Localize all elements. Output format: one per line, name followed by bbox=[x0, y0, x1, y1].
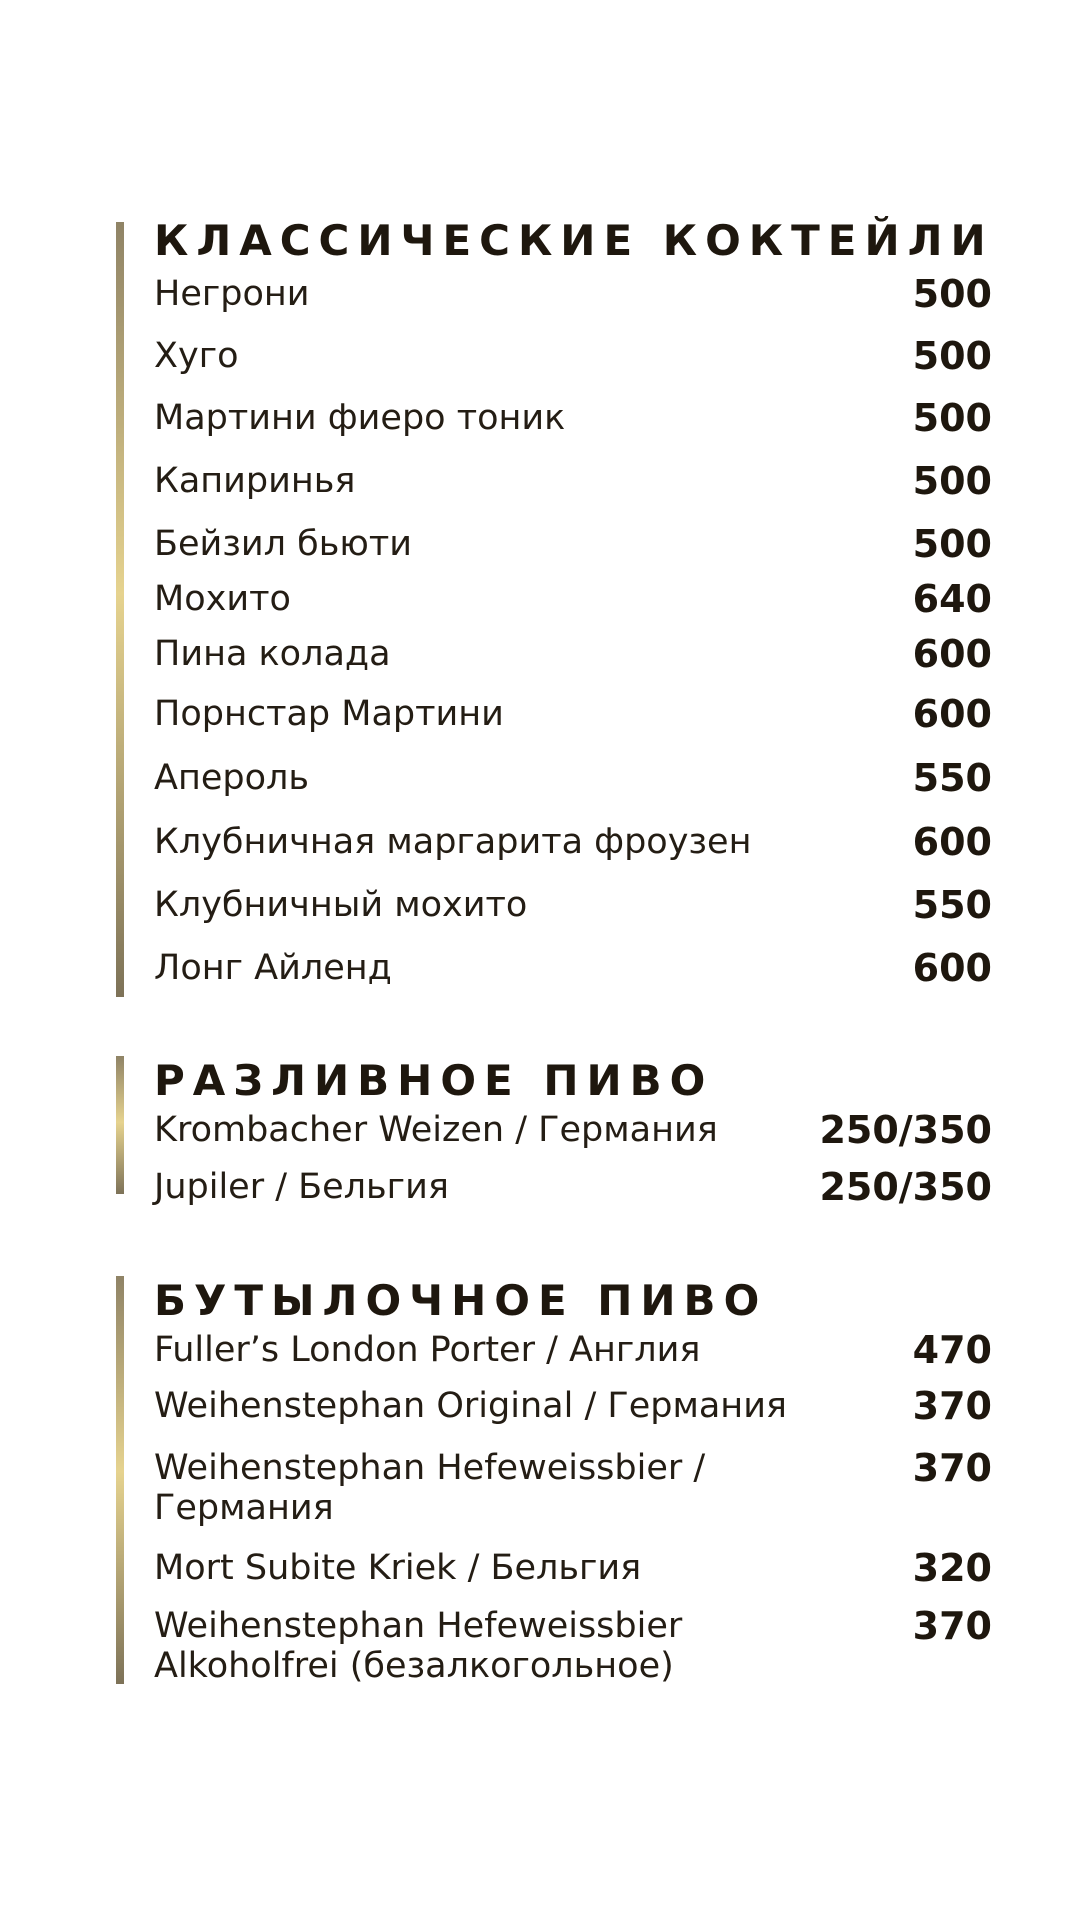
menu-section-draft-beer bbox=[124, 1052, 1000, 1212]
item-name: Мохито bbox=[154, 579, 291, 619]
item-name: Клубничный мохито bbox=[154, 885, 528, 925]
item-name: Мартини фиеро тоник bbox=[154, 398, 566, 438]
item-price: 370 bbox=[912, 1384, 992, 1428]
section-accent-bar bbox=[116, 1056, 124, 1194]
section-title: КЛАССИЧЕСКИЕ КОКТЕЙЛИ bbox=[154, 216, 994, 265]
item-price: 600 bbox=[912, 820, 992, 864]
item-price: 550 bbox=[912, 756, 992, 800]
item-name: Хуго bbox=[154, 336, 239, 376]
item-name: Бейзил бьюти bbox=[154, 524, 412, 564]
item-name: Капиринья bbox=[154, 461, 356, 501]
item-name: Клубничная маргарита фроузен bbox=[154, 822, 752, 862]
item-price: 370 bbox=[912, 1604, 992, 1648]
item-name: Weihenstephan Original / Германия bbox=[154, 1386, 787, 1426]
item-price: 500 bbox=[912, 396, 992, 440]
item-price: 470 bbox=[912, 1328, 992, 1372]
item-price: 250/350 bbox=[819, 1108, 992, 1152]
menu-section-bottled-beer bbox=[124, 1272, 1000, 1692]
item-name: Mort Subite Kriek / Бельгия bbox=[154, 1548, 642, 1588]
item-name: Krombacher Weizen / Германия bbox=[154, 1110, 718, 1150]
item-name: Пина колада bbox=[154, 634, 391, 674]
item-name: Лонг Айленд bbox=[154, 948, 392, 988]
item-name: Негрони bbox=[154, 274, 310, 314]
item-price: 500 bbox=[912, 334, 992, 378]
item-name: Апероль bbox=[154, 758, 309, 798]
item-price: 640 bbox=[912, 577, 992, 621]
item-price: 500 bbox=[912, 272, 992, 316]
item-price: 500 bbox=[912, 522, 992, 566]
item-name: Weihenstephan Hefeweissbier / Германия bbox=[154, 1448, 706, 1528]
item-name: Jupiler / Бельгия bbox=[154, 1167, 449, 1207]
item-name: Fuller’s London Porter / Англия bbox=[154, 1330, 701, 1370]
item-price: 600 bbox=[912, 692, 992, 736]
section-title: БУТЫЛОЧНОЕ ПИВО bbox=[154, 1276, 768, 1325]
item-name: Порнстар Мартини bbox=[154, 694, 504, 734]
item-price: 600 bbox=[912, 946, 992, 990]
item-name: Weihenstephan Hefeweissbier Alkoholfrei (безалкогольное) bbox=[154, 1606, 683, 1686]
item-price: 500 bbox=[912, 459, 992, 503]
section-accent-bar bbox=[116, 222, 124, 997]
menu-section-classic-cocktails bbox=[124, 212, 1000, 1012]
item-price: 550 bbox=[912, 883, 992, 927]
item-price: 250/350 bbox=[819, 1165, 992, 1209]
item-price: 600 bbox=[912, 632, 992, 676]
item-price: 320 bbox=[912, 1546, 992, 1590]
section-accent-bar bbox=[116, 1276, 124, 1684]
section-title: РАЗЛИВНОЕ ПИВО bbox=[154, 1056, 714, 1105]
item-price: 370 bbox=[912, 1446, 992, 1490]
